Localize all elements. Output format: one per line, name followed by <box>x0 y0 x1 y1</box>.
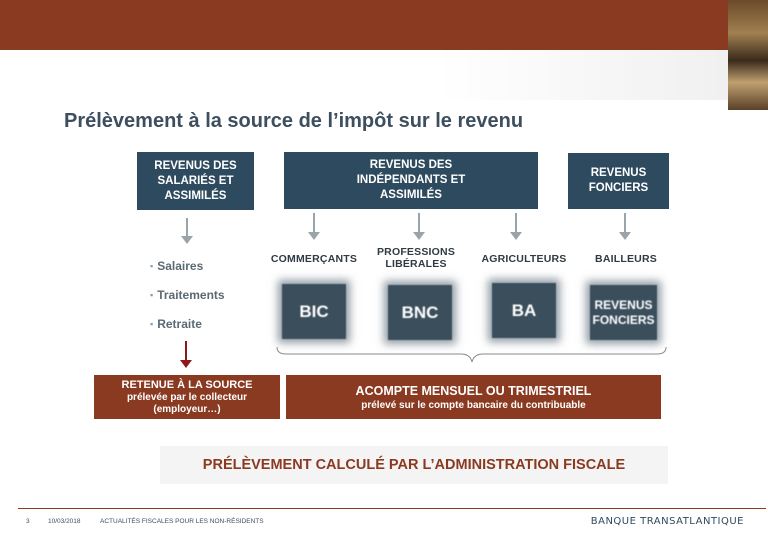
box-ba <box>492 283 556 338</box>
category-commercants: COMMERÇANTS <box>270 253 358 265</box>
footer-page-number: 3 <box>26 518 30 525</box>
slide-title: Prélèvement à la source de l’impôt sur le revenu <box>64 110 524 132</box>
top-band <box>0 0 768 50</box>
brand-logo: BANQUE TRANSATLANTIQUE <box>590 516 744 527</box>
retenue-title: RETENUE À LA SOURCE <box>121 378 253 391</box>
acompte-title: ACOMPTE MENSUEL OU TRIMESTRIEL <box>355 383 592 398</box>
arrow-down-icon <box>186 218 188 238</box>
decorative-photo <box>728 0 768 110</box>
retenue-sub: prélevée par le collecteur (employeur…) <box>126 391 248 415</box>
acompte-box <box>286 375 661 419</box>
retenue-box <box>94 375 280 419</box>
footer-label: ACTUALITÉS FISCALES POUR LES NON-RÉSIDENTS <box>100 518 264 525</box>
arrow-down-icon <box>624 213 626 234</box>
header-independants-label: REVENUS DES INDÉPENDANTS ET ASSIMILÉS <box>356 159 466 201</box>
bottom-statement-text: PRÉLÈVEMENT CALCULÉ PAR L’ADMINISTRATION FISCALE <box>202 457 626 473</box>
box-bic-label: BIC <box>299 301 329 321</box>
header-fonciers-label: REVENUS FONCIERS <box>588 167 649 194</box>
salary-item: ▪ Salaires <box>150 259 203 273</box>
category-bailleurs: BAILLEURS <box>595 253 657 265</box>
acompte-sub: prélevé sur le compte bancaire du contribuable <box>361 399 586 411</box>
bottom-statement <box>160 446 668 484</box>
footer-line <box>18 508 766 509</box>
header-fonciers <box>568 153 669 209</box>
footer-date: 10/03/2018 <box>48 518 81 525</box>
box-revenus-fonciers-label: REVENUS FONCIERS <box>592 297 655 327</box>
arrow-down-icon <box>313 213 315 234</box>
box-revenus-fonciers <box>590 285 657 340</box>
arrow-down-icon <box>418 213 420 234</box>
header-independants <box>284 152 538 209</box>
category-professions: PROFESSIONS LIBÉRALES <box>376 246 456 270</box>
arrow-down-icon <box>515 213 517 234</box>
curly-brace <box>276 346 667 364</box>
salary-item: ▪ Retraite <box>150 317 202 331</box>
box-ba-label: BA <box>511 300 537 320</box>
arrow-down-red-icon <box>185 341 187 362</box>
salary-item: ▪ Traitements <box>150 288 225 302</box>
header-salaries-label: REVENUS DES SALARIÉS ET ASSIMILÉS <box>154 159 237 202</box>
box-bnc-label: BNC <box>401 302 439 322</box>
box-bic <box>282 284 346 339</box>
box-bnc <box>388 285 452 340</box>
category-agriculteurs: AGRICULTEURS <box>481 253 567 265</box>
sub-band <box>0 50 728 100</box>
header-salaries <box>137 152 254 210</box>
